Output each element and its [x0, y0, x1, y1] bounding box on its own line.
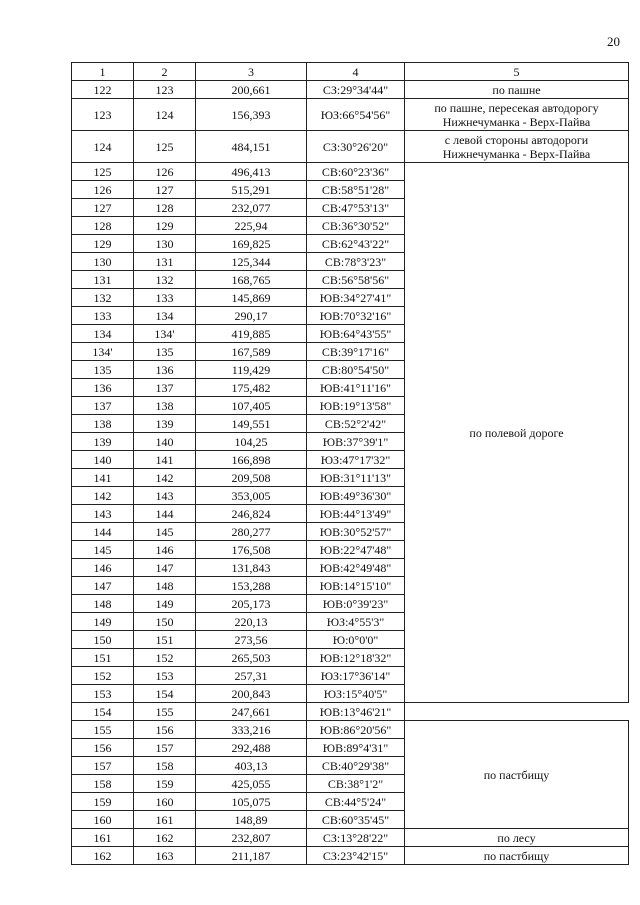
cell-bearing: СВ:38°1'2"	[307, 775, 405, 793]
cell-length: 290,17	[196, 307, 307, 325]
cell-length: 353,005	[196, 487, 307, 505]
cell-length: 209,508	[196, 469, 307, 487]
table-row	[72, 829, 629, 847]
cell-from: 135	[72, 361, 134, 379]
cell-length: 257,31	[196, 667, 307, 685]
cell-from: 137	[72, 397, 134, 415]
cell-from: 143	[72, 505, 134, 523]
cell-from: 161	[72, 829, 134, 847]
cell-bearing: ЮВ:49°36'30"	[307, 487, 405, 505]
cell-to: 163	[134, 847, 196, 865]
cell-bearing: СЗ:13°28'22"	[307, 829, 405, 847]
cell-bearing: СВ:60°35'45"	[307, 811, 405, 829]
cell-to: 137	[134, 379, 196, 397]
cell-length: 265,503	[196, 649, 307, 667]
header-cell: 4	[307, 63, 405, 81]
cell-bearing: ЮВ:12°18'32"	[307, 649, 405, 667]
cell-length: 119,429	[196, 361, 307, 379]
cell-to: 138	[134, 397, 196, 415]
cell-from: 124	[72, 131, 134, 163]
cell-from: 142	[72, 487, 134, 505]
cell-bearing: СЗ:29°34'44"	[307, 81, 405, 99]
cell-to: 142	[134, 469, 196, 487]
cell-from: 146	[72, 559, 134, 577]
cell-length: 104,25	[196, 433, 307, 451]
cell-bearing: ЮВ:0°39'23"	[307, 595, 405, 613]
cell-from: 129	[72, 235, 134, 253]
cell-bearing: ЮВ:86°20'56"	[307, 721, 405, 739]
cell-length: 149,551	[196, 415, 307, 433]
page-number: 20	[607, 34, 620, 49]
cell-to: 132	[134, 271, 196, 289]
cell-length: 515,291	[196, 181, 307, 199]
cell-from: 157	[72, 757, 134, 775]
cell-bearing: ЮВ:41°11'16"	[307, 379, 405, 397]
cell-from: 162	[72, 847, 134, 865]
cell-length: 153,288	[196, 577, 307, 595]
cell-bearing: СВ:44°5'24"	[307, 793, 405, 811]
cell-from: 149	[72, 613, 134, 631]
cell-to: 153	[134, 667, 196, 685]
cell-length: 232,077	[196, 199, 307, 217]
cell-to: 141	[134, 451, 196, 469]
cell-to: 126	[134, 163, 196, 181]
cell-bearing: СВ:78°3'23"	[307, 253, 405, 271]
cell-bearing: СЗ:30°26'20"	[307, 131, 405, 163]
cell-to: 149	[134, 595, 196, 613]
cell-to: 151	[134, 631, 196, 649]
cell-length: 292,488	[196, 739, 307, 757]
cell-from: 122	[72, 81, 134, 99]
cell-from: 128	[72, 217, 134, 235]
cell-bearing: ЮЗ:4°55'3"	[307, 613, 405, 631]
cell-to: 159	[134, 775, 196, 793]
cell-to: 133	[134, 289, 196, 307]
cell-length: 200,843	[196, 685, 307, 703]
table-row	[72, 847, 629, 865]
table-header-row	[72, 63, 629, 81]
cell-from: 134	[72, 325, 134, 343]
cell-length: 247,661	[196, 703, 307, 721]
cell-bearing: ЮВ:19°13'58"	[307, 397, 405, 415]
cell-from: 141	[72, 469, 134, 487]
cell-length: 145,869	[196, 289, 307, 307]
cell-length: 419,885	[196, 325, 307, 343]
cell-from: 148	[72, 595, 134, 613]
cell-from: 134'	[72, 343, 134, 361]
table-body	[72, 81, 629, 865]
cell-from: 154	[72, 703, 134, 721]
cell-length: 484,151	[196, 131, 307, 163]
cell-from: 155	[72, 721, 134, 739]
cell-from: 140	[72, 451, 134, 469]
cell-to: 129	[134, 217, 196, 235]
cell-bearing: ЮВ:30°52'57"	[307, 523, 405, 541]
cell-to: 134'	[134, 325, 196, 343]
cell-bearing: СВ:52°2'42"	[307, 415, 405, 433]
cell-to: 158	[134, 757, 196, 775]
cell-from: 133	[72, 307, 134, 325]
cell-from: 150	[72, 631, 134, 649]
cell-to: 127	[134, 181, 196, 199]
cell-length: 403,13	[196, 757, 307, 775]
cell-bearing: ЮВ:42°49'48"	[307, 559, 405, 577]
cell-to: 147	[134, 559, 196, 577]
cell-to: 162	[134, 829, 196, 847]
cell-length: 205,173	[196, 595, 307, 613]
cell-length: 211,187	[196, 847, 307, 865]
cell-to: 152	[134, 649, 196, 667]
cell-bearing: Ю:0°0'0"	[307, 631, 405, 649]
cell-length: 200,661	[196, 81, 307, 99]
table-row	[72, 81, 629, 99]
cell-length: 166,898	[196, 451, 307, 469]
cell-to: 160	[134, 793, 196, 811]
cell-bearing: ЮВ:22°47'48"	[307, 541, 405, 559]
cell-to: 140	[134, 433, 196, 451]
cell-from: 130	[72, 253, 134, 271]
table-row	[72, 99, 629, 131]
header-cell: 2	[134, 63, 196, 81]
header-cell: 3	[196, 63, 307, 81]
cell-bearing: ЮВ:14°15'10"	[307, 577, 405, 595]
cell-to: 146	[134, 541, 196, 559]
cell-from: 147	[72, 577, 134, 595]
cell-length: 176,508	[196, 541, 307, 559]
cell-description: по пастбищу	[405, 721, 629, 829]
cell-bearing: СВ:80°54'50"	[307, 361, 405, 379]
cell-length: 175,482	[196, 379, 307, 397]
cell-bearing: ЮВ:13°46'21"	[307, 703, 405, 721]
cell-length: 148,89	[196, 811, 307, 829]
cell-bearing: ЮВ:89°4'31"	[307, 739, 405, 757]
cell-bearing: СВ:39°17'16"	[307, 343, 405, 361]
cell-bearing: ЮВ:44°13'49"	[307, 505, 405, 523]
table-row	[72, 163, 629, 181]
cell-bearing: СВ:62°43'22"	[307, 235, 405, 253]
cell-bearing: СВ:56°58'56"	[307, 271, 405, 289]
cell-length: 107,405	[196, 397, 307, 415]
cell-to: 134	[134, 307, 196, 325]
cell-bearing: СВ:60°23'36"	[307, 163, 405, 181]
cell-to: 124	[134, 99, 196, 131]
cell-length: 496,413	[196, 163, 307, 181]
cell-length: 280,277	[196, 523, 307, 541]
cell-bearing: ЮЗ:66°54'56"	[307, 99, 405, 131]
cell-bearing: ЮВ:34°27'41"	[307, 289, 405, 307]
cell-bearing: ЮВ:70°32'16"	[307, 307, 405, 325]
cell-length: 225,94	[196, 217, 307, 235]
cell-to: 161	[134, 811, 196, 829]
cell-description: по пашне	[405, 81, 629, 99]
cell-bearing: ЮВ:64°43'55"	[307, 325, 405, 343]
cell-to: 156	[134, 721, 196, 739]
cell-length: 425,055	[196, 775, 307, 793]
table-row	[72, 721, 629, 739]
cell-length: 273,56	[196, 631, 307, 649]
cell-to: 125	[134, 131, 196, 163]
cell-from: 132	[72, 289, 134, 307]
cell-from: 138	[72, 415, 134, 433]
boundary-table	[71, 62, 629, 865]
cell-length: 167,589	[196, 343, 307, 361]
cell-from: 123	[72, 99, 134, 131]
header-cell: 5	[405, 63, 629, 81]
cell-description: с левой стороны автодороги Нижнечуманка - Верх-Пайва	[405, 131, 629, 163]
cell-length: 125,344	[196, 253, 307, 271]
cell-description: по пастбищу	[405, 847, 629, 865]
cell-from: 152	[72, 667, 134, 685]
cell-from: 159	[72, 793, 134, 811]
cell-bearing: ЮВ:31°11'13"	[307, 469, 405, 487]
cell-description: по полевой дороге	[405, 163, 629, 703]
cell-length: 156,393	[196, 99, 307, 131]
cell-to: 128	[134, 199, 196, 217]
header-cell: 1	[72, 63, 134, 81]
cell-length: 232,807	[196, 829, 307, 847]
cell-from: 158	[72, 775, 134, 793]
cell-length: 131,843	[196, 559, 307, 577]
table-row	[72, 703, 629, 721]
cell-length: 168,765	[196, 271, 307, 289]
cell-to: 154	[134, 685, 196, 703]
cell-to: 150	[134, 613, 196, 631]
cell-from: 127	[72, 199, 134, 217]
cell-bearing: ЮЗ:15°40'5"	[307, 685, 405, 703]
cell-from: 156	[72, 739, 134, 757]
cell-bearing: ЮЗ:47°17'32"	[307, 451, 405, 469]
cell-from: 125	[72, 163, 134, 181]
cell-to: 130	[134, 235, 196, 253]
cell-bearing: СВ:47°53'13"	[307, 199, 405, 217]
cell-from: 126	[72, 181, 134, 199]
cell-from: 131	[72, 271, 134, 289]
cell-bearing: СВ:40°29'38"	[307, 757, 405, 775]
cell-bearing: СВ:36°30'52"	[307, 217, 405, 235]
cell-to: 143	[134, 487, 196, 505]
cell-bearing: ЮВ:37°39'1"	[307, 433, 405, 451]
cell-from: 136	[72, 379, 134, 397]
cell-to: 148	[134, 577, 196, 595]
cell-length: 105,075	[196, 793, 307, 811]
cell-to: 155	[134, 703, 196, 721]
cell-to: 157	[134, 739, 196, 757]
cell-to: 136	[134, 361, 196, 379]
cell-from: 153	[72, 685, 134, 703]
cell-length: 333,216	[196, 721, 307, 739]
cell-from: 145	[72, 541, 134, 559]
table-row	[72, 131, 629, 163]
cell-to: 139	[134, 415, 196, 433]
cell-to: 123	[134, 81, 196, 99]
cell-description: по пашне, пересекая автодорогу Нижнечуманка - Верх-Пайва	[405, 99, 629, 131]
cell-length: 246,824	[196, 505, 307, 523]
cell-to: 144	[134, 505, 196, 523]
cell-from: 144	[72, 523, 134, 541]
cell-length: 169,825	[196, 235, 307, 253]
cell-bearing: СЗ:23°42'15"	[307, 847, 405, 865]
cell-bearing: ЮЗ:17°36'14"	[307, 667, 405, 685]
cell-from: 139	[72, 433, 134, 451]
cell-from: 160	[72, 811, 134, 829]
cell-to: 131	[134, 253, 196, 271]
cell-to: 135	[134, 343, 196, 361]
cell-description: по лесу	[405, 829, 629, 847]
cell-to: 145	[134, 523, 196, 541]
cell-from: 151	[72, 649, 134, 667]
cell-length: 220,13	[196, 613, 307, 631]
cell-bearing: СВ:58°51'28"	[307, 181, 405, 199]
